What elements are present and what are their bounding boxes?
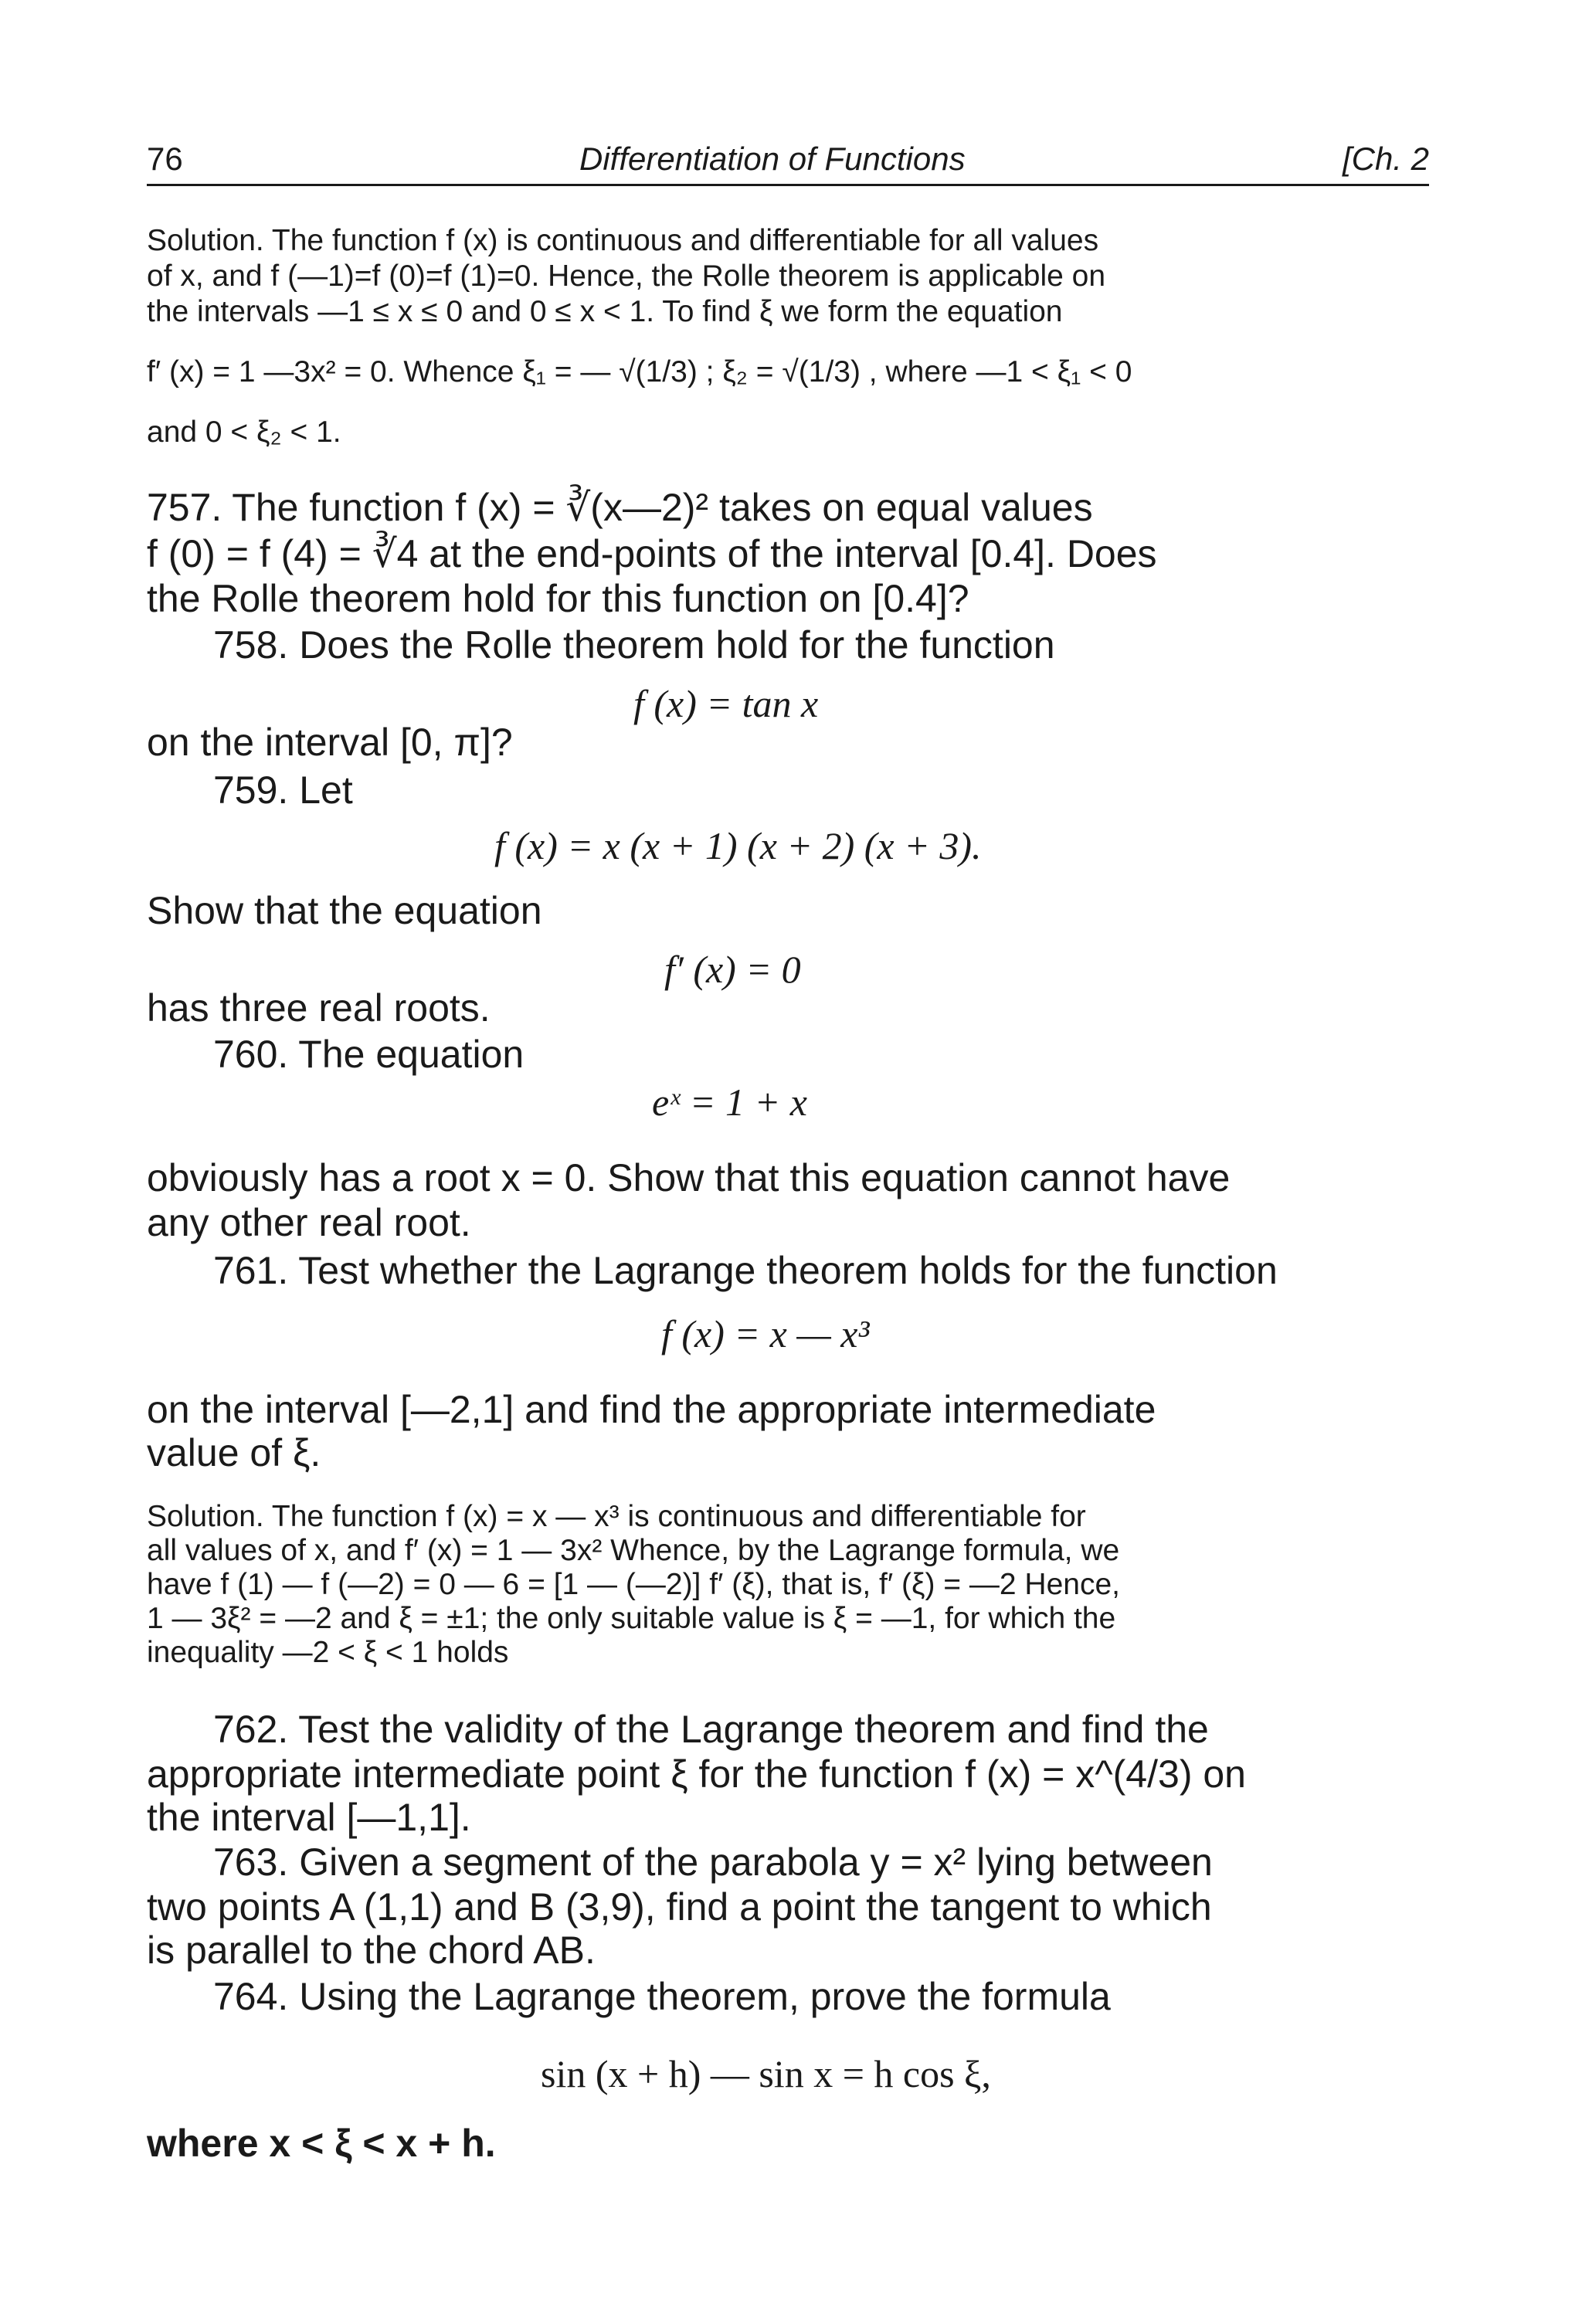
problem-line: 761. Test whether the Lagrange theorem holds for the function: [213, 1249, 1278, 1292]
problem-line: 764. Using the Lagrange theorem, prove the formula: [213, 1975, 1111, 2018]
problem-line: obviously has a root x = 0. Show that this equation cannot have: [147, 1156, 1231, 1199]
problem-line: has three real roots.: [147, 986, 491, 1030]
problem-line: 760. The equation: [213, 1033, 525, 1076]
problem-line: 757. The function f (x) = ∛(x—2)² takes on equal values: [147, 486, 1093, 529]
problem-line: the Rolle theorem hold for this function on [0.4]?: [147, 577, 969, 620]
chapter-label: [Ch. 2: [1342, 141, 1429, 177]
problem-line: the interval [—1,1].: [147, 1796, 471, 1839]
formula: f (x) = x (x + 1) (x + 2) (x + 3).: [494, 824, 982, 867]
formula: eˣ = 1 + x: [652, 1081, 807, 1124]
problem-line: two points A (1,1) and B (3,9), find a point the tangent to which: [147, 1885, 1212, 1929]
problem-line: on the interval [—2,1] and find the appropriate intermediate: [147, 1388, 1156, 1431]
problem-line: Show that the equation: [147, 889, 542, 932]
solution-line: all values of x, and f′ (x) = 1 — 3x² Whence, by the Lagrange formula, we: [147, 1534, 1120, 1567]
problem-line: on the interval [0, π]?: [147, 721, 513, 764]
problem-line: 763. Given a segment of the parabola y = x² lying between: [213, 1841, 1213, 1884]
problem-line: 762. Test the validity of the Lagrange theorem and find the: [213, 1708, 1209, 1751]
solution-line: Solution. The function f (x) is continuous and differentiable for all values: [147, 224, 1099, 257]
problem-line: is parallel to the chord AB.: [147, 1929, 596, 1972]
problem-line: appropriate intermediate point ξ for the function f (x) = x^(4/3) on: [147, 1752, 1246, 1796]
running-title: Differentiation of Functions: [579, 141, 966, 177]
running-header: [147, 137, 1429, 186]
problem-line: 758. Does the Rolle theorem hold for the function: [213, 623, 1055, 667]
formula: sin (x + h) — sin x = h cos ξ,: [541, 2052, 991, 2095]
solution-line: and 0 < ξ₂ < 1.: [147, 416, 341, 449]
solution-line: of x, and f (—1)=f (0)=f (1)=0. Hence, the Rolle theorem is applicable on: [147, 260, 1106, 293]
solution-line: 1 — 3ξ² = —2 and ξ = ±1; the only suitable value is ξ = —1, for which the: [147, 1602, 1116, 1635]
problem-line: any other real root.: [147, 1201, 471, 1244]
problem-line: f (0) = f (4) = ∛4 at the end-points of the interval [0.4]. Does: [147, 532, 1157, 575]
problem-line: 759. Let: [213, 768, 353, 812]
formula: f (x) = x — x³: [661, 1312, 870, 1355]
page-number: 76: [147, 141, 183, 177]
solution-line: have f (1) — f (—2) = 0 — 6 = [1 — (—2)] f′ (ξ), that is, f′ (ξ) = —2 Hence,: [147, 1568, 1120, 1601]
solution-line: the intervals —1 ≤ x ≤ 0 and 0 ≤ x < 1. To find ξ we form the equation: [147, 295, 1063, 328]
problem-line: value of ξ.: [147, 1431, 321, 1474]
problem-line: where x < ξ < x + h.: [147, 2122, 496, 2165]
solution-line: f′ (x) = 1 —3x² = 0. Whence ξ₁ = — √(1/3) ; ξ₂ = √(1/3) , where —1 < ξ₁ < 0: [147, 355, 1132, 388]
solution-line: Solution. The function f (x) = x — x³ is continuous and differentiable for: [147, 1500, 1086, 1533]
formula: f (x) = tan x: [633, 682, 819, 725]
formula: f′ (x) = 0: [664, 948, 801, 991]
solution-line: inequality —2 < ξ < 1 holds: [147, 1636, 509, 1669]
